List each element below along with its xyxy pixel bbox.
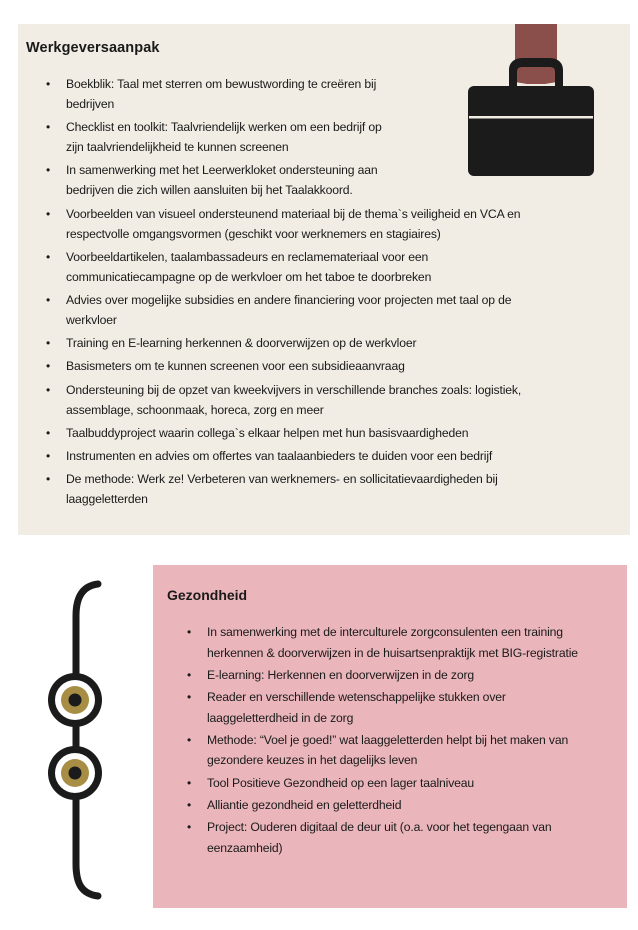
list-item bbox=[26, 469, 566, 509]
list-item-line: Alliantie gezondheid en geletterdheid bbox=[207, 797, 402, 812]
list-item-line: Training en E-learning herkennen & doorverwijzen op de werkvloer bbox=[66, 336, 417, 351]
list-item-line: Voorbeeldartikelen, taalambassadeurs en reclamemateriaal voor een bbox=[66, 249, 429, 264]
list-item-line: Voorbeelden van visueel ondersteunend materiaal bij de thema`s veiligheid en VCA en bbox=[66, 206, 521, 221]
list-item-line: Instrumenten en advies om offertes van taalaanbieders te duiden voor een bedrijf bbox=[66, 448, 493, 463]
list-item bbox=[26, 446, 566, 466]
list-item-line: E-learning: Herkennen en doorverwijzen in de zorg bbox=[207, 667, 475, 682]
list-item-line: laaggeletterdheid in de zorg bbox=[207, 710, 354, 725]
list-item bbox=[167, 773, 612, 794]
list-item-line: respectvolle omgangsvormen (geschikt voor werknemers en stagiaires) bbox=[66, 226, 441, 241]
list-item-line: Methode: “Voel je goed!” wat laaggeletterden helpt bij het maken van bbox=[207, 732, 569, 747]
list-item bbox=[26, 290, 566, 330]
list-item bbox=[26, 247, 566, 287]
gezondheid-panel bbox=[153, 565, 627, 908]
list-item-line: Tool Positieve Gezondheid op een lager taalniveau bbox=[207, 775, 475, 790]
list-item-line: Boekblik: Taal met sterren om bewustwording te creëren bij bbox=[66, 77, 377, 91]
list-item bbox=[167, 687, 612, 728]
list-item-line: herkennen & doorverwijzen in de huisartsenpraktijk met BIG-registratie bbox=[207, 645, 578, 660]
list-item-line: werkvloer bbox=[66, 312, 117, 327]
list-item-line: Advies over mogelijke subsidies en andere financiering voor projecten met taal op de bbox=[66, 292, 512, 307]
list-item-line: eenzaamheid) bbox=[207, 840, 283, 855]
list-item bbox=[26, 423, 566, 443]
list-item-line: In samenwerking met de interculturele zorgconsulenten een training bbox=[207, 625, 563, 639]
list-item bbox=[26, 204, 566, 244]
list-item-line: In samenwerking met het Leerwerkloket ondersteuning aan bbox=[66, 163, 378, 178]
list-item-line: Basismeters om te kunnen screenen voor een subsidieaanvraag bbox=[66, 359, 405, 374]
list-item-line: De methode: Werk ze! Verbeteren van werknemers- en sollicitatievaardigheden bij bbox=[66, 472, 498, 487]
list-item-line: Reader en verschillende wetenschappelijke stukken over bbox=[207, 690, 506, 705]
list-item bbox=[167, 730, 612, 771]
list-item-line: gezondere keuzes in het dagelijks leven bbox=[207, 753, 418, 768]
glasses-icon bbox=[38, 572, 118, 912]
list-item bbox=[167, 795, 612, 816]
briefcase-in-hand-icon bbox=[465, 24, 595, 184]
list-item-line: zijn taalvriendelijkheid te kunnen screenen bbox=[66, 140, 289, 155]
list-item-line: communicatiecampagne op de werkvloer om het taboe te doorbreken bbox=[66, 269, 432, 284]
list-item bbox=[26, 356, 566, 376]
gezondheid-list bbox=[167, 622, 612, 860]
list-item bbox=[167, 665, 612, 686]
list-item-line: Checklist en toolkit: Taalvriendelijk werken om een bedrijf op bbox=[66, 120, 382, 135]
list-item bbox=[26, 380, 566, 420]
list-item-line: laaggeletterden bbox=[66, 492, 148, 507]
list-item-line: Taalbuddyproject waarin collega`s elkaar helpen met hun basisvaardigheden bbox=[66, 425, 469, 440]
list-item-line: Project: Ouderen digitaal de deur uit (o.a. voor het tegengaan van bbox=[207, 820, 552, 835]
list-item bbox=[167, 622, 612, 663]
gezondheid-title: Gezondheid bbox=[167, 587, 248, 603]
list-item bbox=[167, 817, 612, 858]
list-item-line: assemblage, schoonmaak, horeca, zorg en meer bbox=[66, 402, 324, 417]
werkgeversaanpak-panel bbox=[18, 24, 630, 535]
list-item-line: Ondersteuning bij de opzet van kweekvijvers in verschillende branches zoals: logistiek, bbox=[66, 382, 522, 397]
list-item bbox=[26, 333, 566, 353]
list-item-line: bedrijven die zich willen aansluiten bij het Taalakkoord. bbox=[66, 183, 353, 198]
werkgeversaanpak-title: Werkgeversaanpak bbox=[26, 40, 160, 56]
list-item-line: bedrijven bbox=[66, 97, 115, 111]
